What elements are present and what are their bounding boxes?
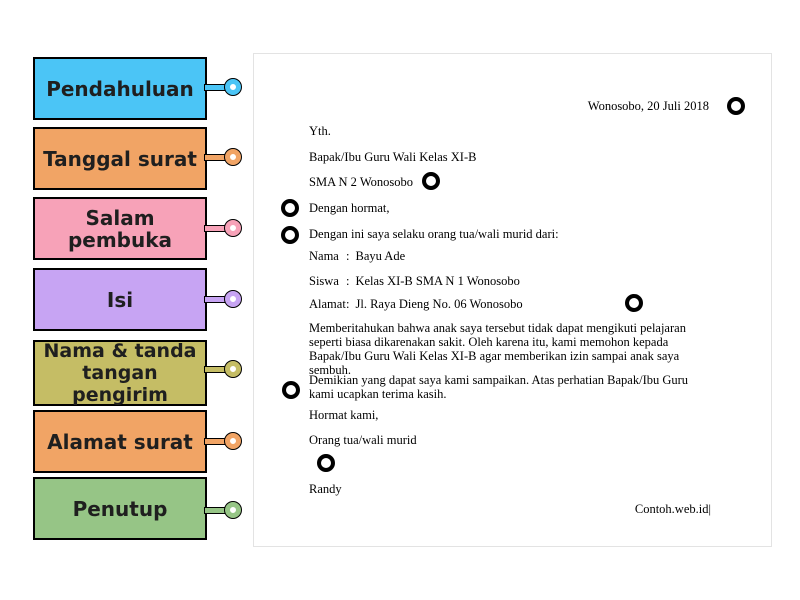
letter-detail-nama xyxy=(309,249,405,264)
label-salam-pembuka[interactable] xyxy=(33,197,207,260)
detail-label: Siswa xyxy=(309,274,339,288)
detail-separator: : xyxy=(346,274,350,288)
letter-signer-role: Orang tua/wali murid xyxy=(309,433,417,447)
label-penutup[interactable] xyxy=(33,477,207,540)
letter-date: Wonosobo, 20 Juli 2018 xyxy=(587,99,709,113)
detail-value: Kelas XI-B SMA N 1 Wonosobo xyxy=(355,274,520,288)
label-pendahuluan[interactable] xyxy=(33,57,207,120)
answer-marker-alamat[interactable] xyxy=(625,294,643,312)
label-isi[interactable] xyxy=(33,268,207,331)
label-text: Pendahuluan xyxy=(46,76,194,101)
label-text: Nama & tanda tangan pengirim xyxy=(43,340,197,406)
label-text: Isi xyxy=(106,287,134,312)
label-alamat-surat[interactable] xyxy=(33,410,207,473)
answer-marker-closing[interactable] xyxy=(282,381,300,399)
label-nama-tanda-tangan[interactable] xyxy=(33,340,207,406)
letter-watermark: Contoh.web.id| xyxy=(634,502,711,516)
letter-closing-paragraph: Demikian yang dapat saya kami sampaikan. Atas perhatian Bapak/Ibu Guru kami ucapkan terima kasih. xyxy=(309,373,689,401)
detail-value: Jl. Raya Dieng No. 06 Wonosobo xyxy=(355,297,523,311)
label-text: Alamat surat xyxy=(47,429,193,454)
connector-dot-tanggal-surat[interactable] xyxy=(225,149,241,165)
letter-yth: Yth. xyxy=(309,124,331,138)
detail-separator: : xyxy=(346,297,350,311)
connector-dot-isi[interactable] xyxy=(225,291,241,307)
detail-label: Alamat xyxy=(309,297,346,311)
answer-marker-opening[interactable] xyxy=(281,226,299,244)
connector-dot-salam-pembuka[interactable] xyxy=(225,220,241,236)
label-tanggal-surat[interactable] xyxy=(33,127,207,190)
letter-opening: Dengan ini saya selaku orang tua/wali murid dari: xyxy=(309,227,559,241)
detail-label: Nama xyxy=(309,249,339,263)
detail-separator: : xyxy=(346,249,350,263)
letter-document xyxy=(253,53,772,547)
letter-detail-alamat xyxy=(309,297,523,312)
connector-dot-pendahuluan[interactable] xyxy=(225,79,241,95)
answer-marker-signature[interactable] xyxy=(317,454,335,472)
detail-value: Bayu Ade xyxy=(355,249,406,263)
answer-marker-school[interactable] xyxy=(422,172,440,190)
answer-marker-date[interactable] xyxy=(727,97,745,115)
answer-marker-salutation[interactable] xyxy=(281,199,299,217)
letter-salutation: Dengan hormat, xyxy=(309,201,390,215)
label-text: Salam pembuka xyxy=(67,205,173,252)
letter-body-paragraph: Memberitahukan bahwa anak saya tersebut tidak dapat mengikuti pelajaran seperti biasa dikarenakan sakit. Oleh karena itu, kami memohon kepada Bapak/Ibu Guru Wali Kelas XI-B agar memberikan izin sampai anak saya sembuh. xyxy=(309,321,686,377)
letter-school: SMA N 2 Wonosobo xyxy=(309,175,413,189)
connector-dot-nama-tanda-tangan[interactable] xyxy=(225,361,241,377)
label-text: Penutup xyxy=(72,496,168,521)
label-text: Tanggal surat xyxy=(43,146,197,171)
connector-dot-alamat-surat[interactable] xyxy=(225,433,241,449)
letter-detail-siswa xyxy=(309,274,520,289)
connector-dot-penutup[interactable] xyxy=(225,502,241,518)
letter-signature-name: Randy xyxy=(309,482,342,496)
letter-signoff: Hormat kami, xyxy=(309,408,379,422)
letter-recipient: Bapak/Ibu Guru Wali Kelas XI-B xyxy=(309,150,477,164)
